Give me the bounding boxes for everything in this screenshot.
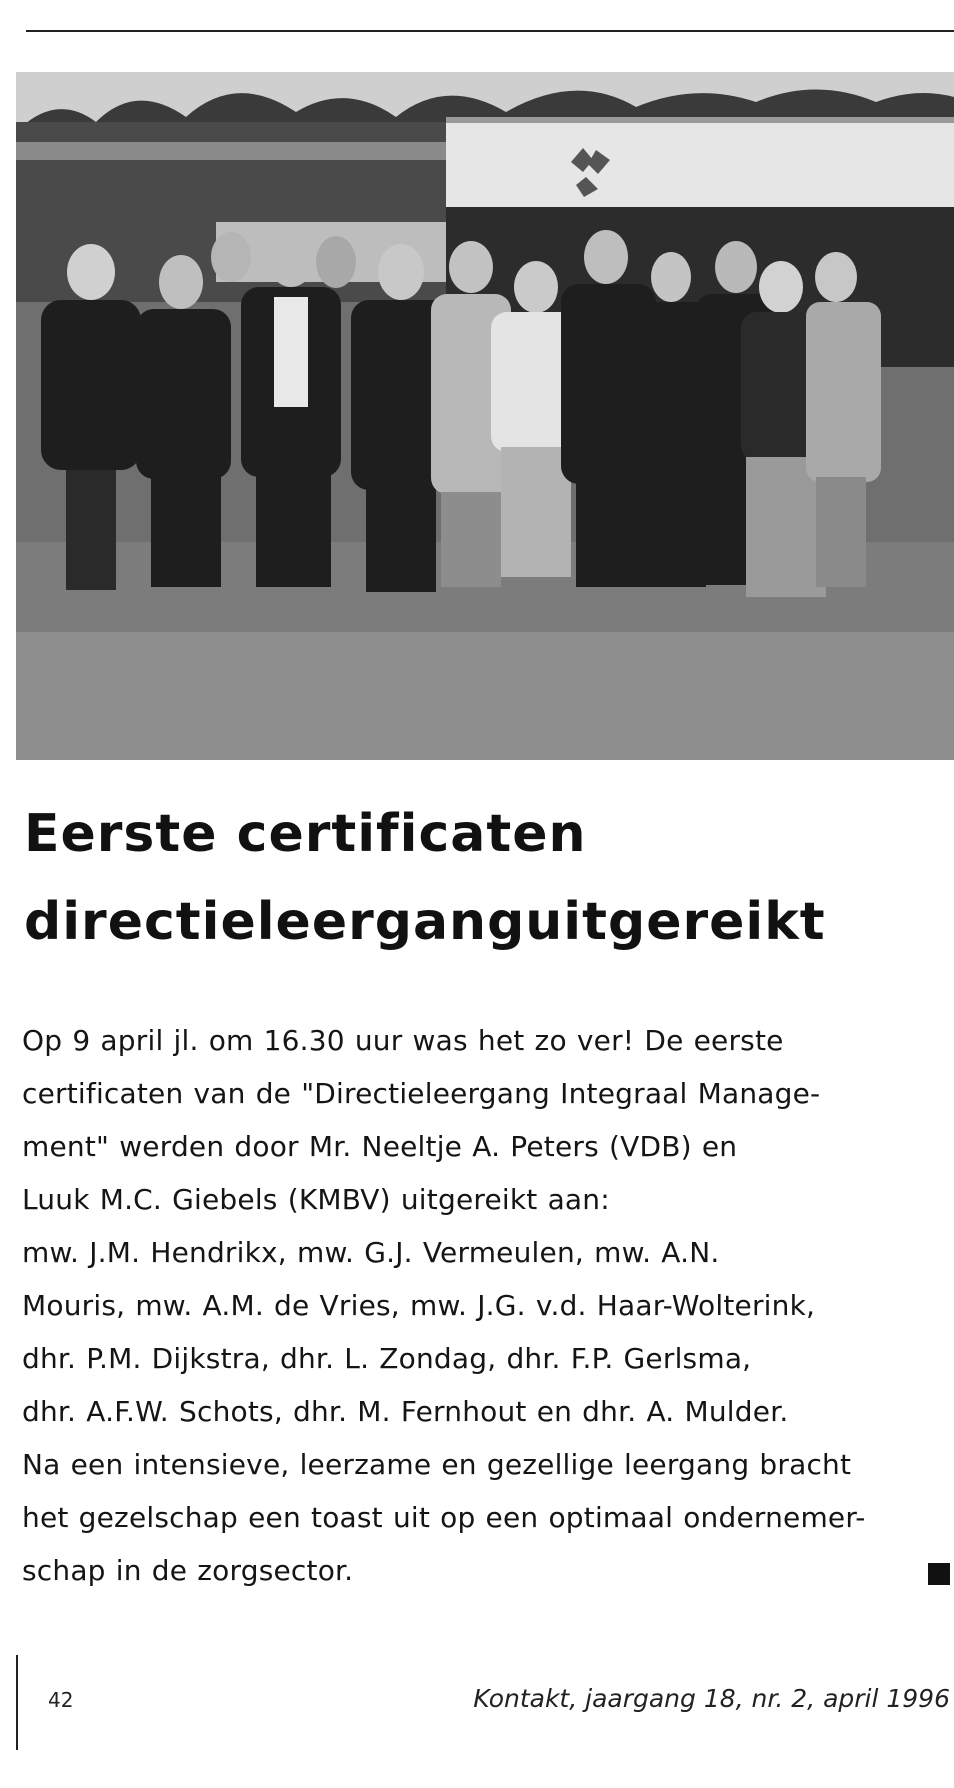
article-body: [22, 1014, 952, 1597]
body-line: Na een intensieve, leerzame en gezellige leergang bracht: [22, 1448, 852, 1481]
group-photo-illustration: [16, 72, 954, 760]
body-line: Luuk M.C. Giebels (KMBV) uitgereikt aan:: [22, 1183, 610, 1216]
publication-info: Kontakt, jaargang 18, nr. 2, april 1996: [473, 1684, 950, 1713]
body-line: schap in de zorgsector.: [22, 1554, 354, 1587]
body-line: dhr. A.F.W. Schots, dhr. M. Fernhout en dhr. A. Mulder.: [22, 1395, 789, 1428]
top-rule: [26, 30, 954, 32]
page-number: 42: [48, 1688, 74, 1712]
body-line: dhr. P.M. Dijkstra, dhr. L. Zondag, dhr. F.P. Gerlsma,: [22, 1342, 752, 1375]
footer-rule: [16, 1655, 18, 1750]
body-line: certificaten van de "Directieleergang Integraal Manage-: [22, 1077, 821, 1110]
end-of-article-square-icon: [928, 1563, 950, 1585]
article-title-line-1: Eerste certificaten: [24, 804, 587, 864]
body-line: het gezelschap een toast uit op een optimaal ondernemer-: [22, 1501, 866, 1534]
group-photo: [16, 72, 954, 760]
body-line: Op 9 april jl. om 16.30 uur was het zo ver! De eerste: [22, 1024, 784, 1057]
body-line: ment" werden door Mr. Neeltje A. Peters (VDB) en: [22, 1130, 738, 1163]
article-title-line-2: directieleerganguitgereikt: [24, 892, 826, 952]
body-line: mw. J.M. Hendrikx, mw. G.J. Vermeulen, mw. A.N.: [22, 1236, 720, 1269]
body-line: Mouris, mw. A.M. de Vries, mw. J.G. v.d. Haar-Wolterink,: [22, 1289, 816, 1322]
article-title: [24, 790, 949, 966]
